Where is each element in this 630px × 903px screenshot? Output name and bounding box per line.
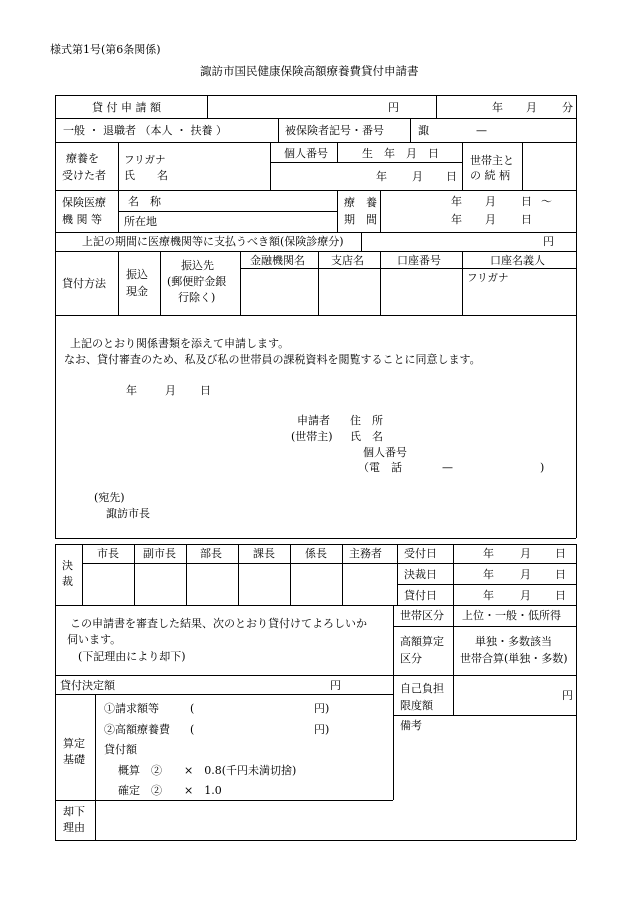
receipt-date-label: 受付日 (404, 547, 437, 560)
calc-class-value-1[interactable]: 単独・多数該当 (475, 635, 552, 648)
patient-label-2: 受けた者 (62, 169, 106, 182)
decision-label-1: 決 (62, 559, 73, 572)
mayor-label: 諏訪市長 (106, 507, 150, 520)
period-end-year: 年 (451, 213, 462, 226)
approver-subsection-chief: 係長 (305, 547, 327, 560)
applicant-name-label: 氏 名 (350, 430, 383, 443)
decision-day: 日 (555, 568, 566, 581)
applicant-personal-number-label: 個人番号 (363, 446, 407, 459)
page-title: 諏訪市国民健康保険高額療養費貸付申請書 (200, 64, 419, 78)
claim-amount-label: ①請求額等 (104, 702, 159, 715)
decision-month: 月 (520, 568, 531, 581)
loan-month: 月 (520, 589, 531, 602)
insured-type-selector[interactable]: 一般 ・ 退職者 （本人 ・ 扶養 ） (63, 124, 227, 137)
period-start-year: 年 (451, 195, 462, 208)
period-end-month: 月 (485, 213, 496, 226)
institution-address-label: 所在地 (124, 215, 157, 228)
loan-year-label: 年 (492, 101, 503, 114)
account-holder-header: 口座名義人 (490, 254, 545, 267)
payable-amount-label: 上記の期間に医療機関等に支払うべき額(保険診療分) (82, 235, 344, 248)
applicant-label: 申請者 (297, 414, 330, 427)
insured-number-label: 被保険者記号・番号 (285, 124, 384, 137)
high-cost-close: 円) (314, 723, 330, 736)
self-limit-label-1: 自己負担 (400, 682, 444, 695)
householder-label: (世帯主) (291, 430, 333, 443)
loan-day: 日 (555, 589, 566, 602)
phone-label: （電 話 (358, 461, 402, 474)
transfer-dest-label-3: 行除く) (178, 291, 216, 304)
high-cost-open: ( (190, 723, 195, 736)
transfer-dest-label-1: 振込先 (181, 259, 214, 272)
calc-class-label-1: 高額算定 (400, 635, 444, 648)
decision-year: 年 (483, 568, 494, 581)
payable-amount-yen: 円 (543, 235, 554, 248)
period-start-day: 日 (521, 195, 532, 208)
reject-reason-label-1: 却下 (63, 805, 85, 818)
birth-year-label: 年 (376, 170, 387, 183)
period-tilde: ～ (541, 195, 552, 208)
declaration-month: 月 (165, 384, 176, 397)
review-text-2: 伺います。 (67, 633, 122, 646)
period-start-month: 月 (485, 195, 496, 208)
institution-label-2: 機 関 等 (62, 213, 102, 226)
review-text-3: (下記理由により却下) (78, 650, 186, 663)
decision-date-label: 決裁日 (404, 568, 437, 581)
loan-part-label: 分 (562, 101, 573, 114)
birth-month-label: 月 (412, 170, 423, 183)
branch-name-header: 支店名 (331, 254, 364, 267)
cash-option[interactable]: 現金 (126, 285, 148, 298)
review-text-1: この申請書を審査した結果、次のとおり貸付けてよろしいか (70, 617, 367, 630)
decision-label-2: 裁 (62, 575, 73, 588)
transfer-option[interactable]: 振込 (126, 268, 148, 281)
loan-decision-label: 貸付決定額 (60, 679, 115, 692)
patient-label-1: 療養を (66, 152, 99, 165)
approx-formula: 概算 ② × 0.8(千円未満切捨) (118, 764, 297, 777)
applicant-address-label: 住 所 (350, 414, 383, 427)
patient-name-label: 氏 名 (124, 169, 168, 182)
loan-method-label: 貸付方法 (62, 277, 106, 290)
final-formula: 確定 ② × 1.0 (118, 784, 222, 797)
basis-label-2: 基礎 (63, 753, 85, 766)
addressee-label: (宛先) (94, 491, 125, 504)
personal-number-field[interactable] (270, 163, 337, 190)
approver-section-chief: 課長 (253, 547, 275, 560)
loan-amount-basis-label: 貸付額 (104, 743, 137, 756)
birth-date-label: 生 年 月 日 (362, 147, 439, 160)
account-furigana-label: フリガナ (467, 272, 509, 284)
loan-amount-label: 貸 付 申 請 額 (92, 101, 161, 114)
receipt-day: 日 (555, 547, 566, 560)
declaration-line-1: 上記のとおり関係書類を添えて申請します。 (70, 337, 290, 350)
patient-furigana-label: フリガナ (124, 154, 166, 166)
declaration-year: 年 (126, 384, 137, 397)
personal-number-label: 個人番号 (284, 147, 328, 160)
calc-class-label-2: 区分 (400, 652, 422, 665)
treatment-period-label-1: 療 養 (344, 196, 377, 209)
household-class-label: 世帯区分 (400, 609, 444, 622)
form-id: 様式第1号(第6条関係) (50, 43, 161, 56)
receipt-month: 月 (520, 547, 531, 560)
transfer-dest-label-2: (郵便貯金銀 (167, 275, 227, 288)
approver-deputy-mayor: 副市長 (143, 547, 176, 560)
insured-number-prefix: 諏 (418, 124, 429, 137)
phone-dash: — (442, 461, 453, 474)
relation-label-2: の 続 柄 (470, 169, 510, 182)
account-number-header: 口座番号 (397, 254, 441, 267)
approver-director: 部長 (200, 547, 222, 560)
period-end-day: 日 (521, 213, 532, 226)
high-cost-label: ②高額療養費 (104, 723, 170, 736)
loan-amount-yen: 円 (388, 101, 399, 114)
treatment-period-label-2: 期 間 (344, 213, 377, 226)
institution-name-label: 名 称 (128, 195, 161, 208)
insured-number-dash: — (476, 124, 487, 137)
loan-month-label: 月 (526, 101, 537, 114)
loan-date-label: 貸付日 (404, 589, 437, 602)
declaration-day: 日 (200, 384, 211, 397)
loan-amount-field[interactable] (207, 96, 436, 118)
approver-mayor: 市長 (97, 547, 119, 560)
self-limit-yen: 円 (562, 689, 573, 702)
approver-officer: 主務者 (349, 547, 382, 560)
reject-reason-label-2: 理由 (63, 821, 85, 834)
claim-amount-close: 円) (314, 702, 330, 715)
declaration-line-2: なお、貸付審査のため、私及び私の世帯員の課税資料を閲覧することに同意します。 (64, 353, 481, 366)
loan-decision-yen: 円 (330, 679, 341, 692)
relation-label-1: 世帯主と (470, 154, 514, 167)
claim-amount-open: ( (190, 702, 195, 715)
loan-year: 年 (483, 589, 494, 602)
institution-label-1: 保険医療 (62, 196, 106, 209)
phone-close: ) (540, 461, 545, 474)
bank-name-header: 金融機関名 (250, 254, 305, 267)
basis-label-1: 算定 (63, 737, 85, 750)
self-limit-label-2: 限度額 (400, 699, 433, 712)
calc-class-value-2[interactable]: 世帯合算(単独・多数) (460, 652, 568, 665)
remarks-label: 備考 (400, 719, 422, 732)
receipt-year: 年 (483, 547, 494, 560)
birth-day-label: 日 (446, 170, 457, 183)
household-class-value[interactable]: 上位・一般・低所得 (462, 609, 561, 622)
